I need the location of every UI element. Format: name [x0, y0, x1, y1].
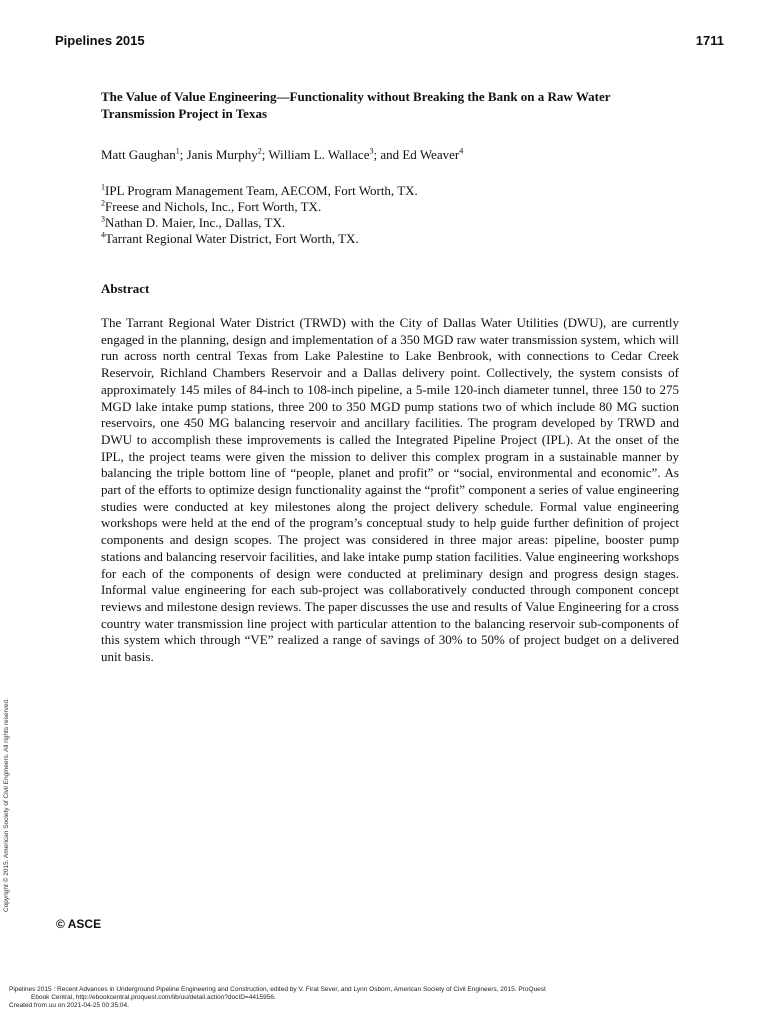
author-separator: ; and	[373, 147, 403, 162]
page-number: 1711	[695, 33, 724, 48]
affiliation-mark: 2	[101, 198, 105, 208]
affiliation-mark: 1	[101, 182, 105, 192]
affiliation-text: Tarrant Regional Water District, Fort Worth, TX.	[105, 231, 359, 246]
author-separator: ;	[179, 147, 187, 162]
affiliation-list	[101, 183, 679, 247]
author-separator: ;	[261, 147, 269, 162]
affiliation-mark: 4	[101, 230, 105, 240]
footer-link[interactable]: Ebook Central, http://ebookcentral.proquest.com/lib/uu/detail.action?docID=4415956.	[31, 994, 276, 1001]
author-list	[101, 146, 679, 163]
footer-line: Created from uu on 2021-04-25 00:35:04.	[9, 1002, 129, 1009]
footer-line: Pipelines 2015 : Recent Advances in Underground Pipeline Engineering and Construction, edited by V. Firat Sever, and Lynn Osborn, American Society of Civil Engineers, 2015. ProQuest	[9, 986, 546, 993]
citation-footer	[9, 986, 709, 1010]
asce-copyright-mark: © ASCE	[56, 917, 102, 931]
author-affil-mark: 3	[369, 146, 374, 156]
affiliation-text: Freese and Nichols, Inc., Fort Worth, TX.	[105, 199, 322, 214]
paper-body	[101, 88, 679, 666]
affiliation-item	[101, 215, 679, 231]
affiliation-mark: 3	[101, 214, 105, 224]
author-name: William L. Wallace	[268, 147, 370, 162]
running-header-title: Pipelines 2015	[55, 33, 145, 48]
affiliation-item	[101, 199, 679, 215]
author-affil-mark: 1	[175, 146, 180, 156]
author-name: Matt Gaughan	[101, 147, 176, 162]
side-copyright-notice: Copyright © 2015. American Society of Civil Engineers. All rights reserved.	[3, 698, 10, 912]
author-name: Janis Murphy	[186, 147, 258, 162]
author-affil-mark: 4	[459, 146, 464, 156]
affiliation-item	[101, 183, 679, 199]
abstract-heading: Abstract	[101, 281, 150, 296]
author-name: Ed Weaver	[402, 147, 460, 162]
affiliation-item	[101, 231, 679, 247]
affiliation-text: IPL Program Management Team, AECOM, Fort Worth, TX.	[105, 183, 418, 198]
author-affil-mark: 2	[257, 146, 262, 156]
abstract-text: The Tarrant Regional Water District (TRWD) with the City of Dallas Water Utilities (DWU), are currently engaged in the planning, design and implementation of a 350 MGD raw water transmission system, which will run across north central Texas from Lake Palestine to Lake Benbrook, with connections to Cedar Creek Reservoir, Richland Chambers Reservoir and a Dallas delivery point. Collectively, the system consists of approximately 145 miles of 84-inch to 108-inch pipeline, a 5-mile 120-inch diameter tunnel, three 150 to 275 MGD lake intake pump stations, three 200 to 350 MGD pump stations two of which include 80 MG suction reservoirs, one 450 MG balancing reservoir and ancillary facilities. The program developed by TRWD and DWU to accomplish these improvements is called the Integrated Pipeline Project (IPL). At the onset of the IPL, the project teams were given the mission to deliver this complex program in a sustainable manner by balancing the triple bottom line of “people, planet and profit” or “social, environmental and economic”. As part of the efforts to optimize design functionality against the “profit” component a series of value engineering studies were conducted at key milestones along the project delivery schedule. Formal value engineering workshops were held at the end of the program’s conceptual study to help guide further definition of project components and design scopes. The project was considered in three major areas: pipeline, booster pump stations and balancing reservoir facilities, and lake intake pump station facilities. Value engineering workshops for each of the components of design were conducted at preliminary design and progress design stages. Informal value engineering for each sub-project was collaboratively conducted through component concept reviews and milestone design reviews. The paper discusses the use and results of Value Engineering for a cross country water transmission line project with particular attention to the balancing reservoir sub-components of this system which through “VE” realized a range of savings of 30% to 50% of project budget on a delivered unit basis.	[101, 315, 679, 665]
paper-title: The Value of Value Engineering—Functionality without Breaking the Bank on a Raw Water Transmission Project in Texas	[101, 89, 611, 121]
affiliation-text: Nathan D. Maier, Inc., Dallas, TX.	[105, 215, 286, 230]
